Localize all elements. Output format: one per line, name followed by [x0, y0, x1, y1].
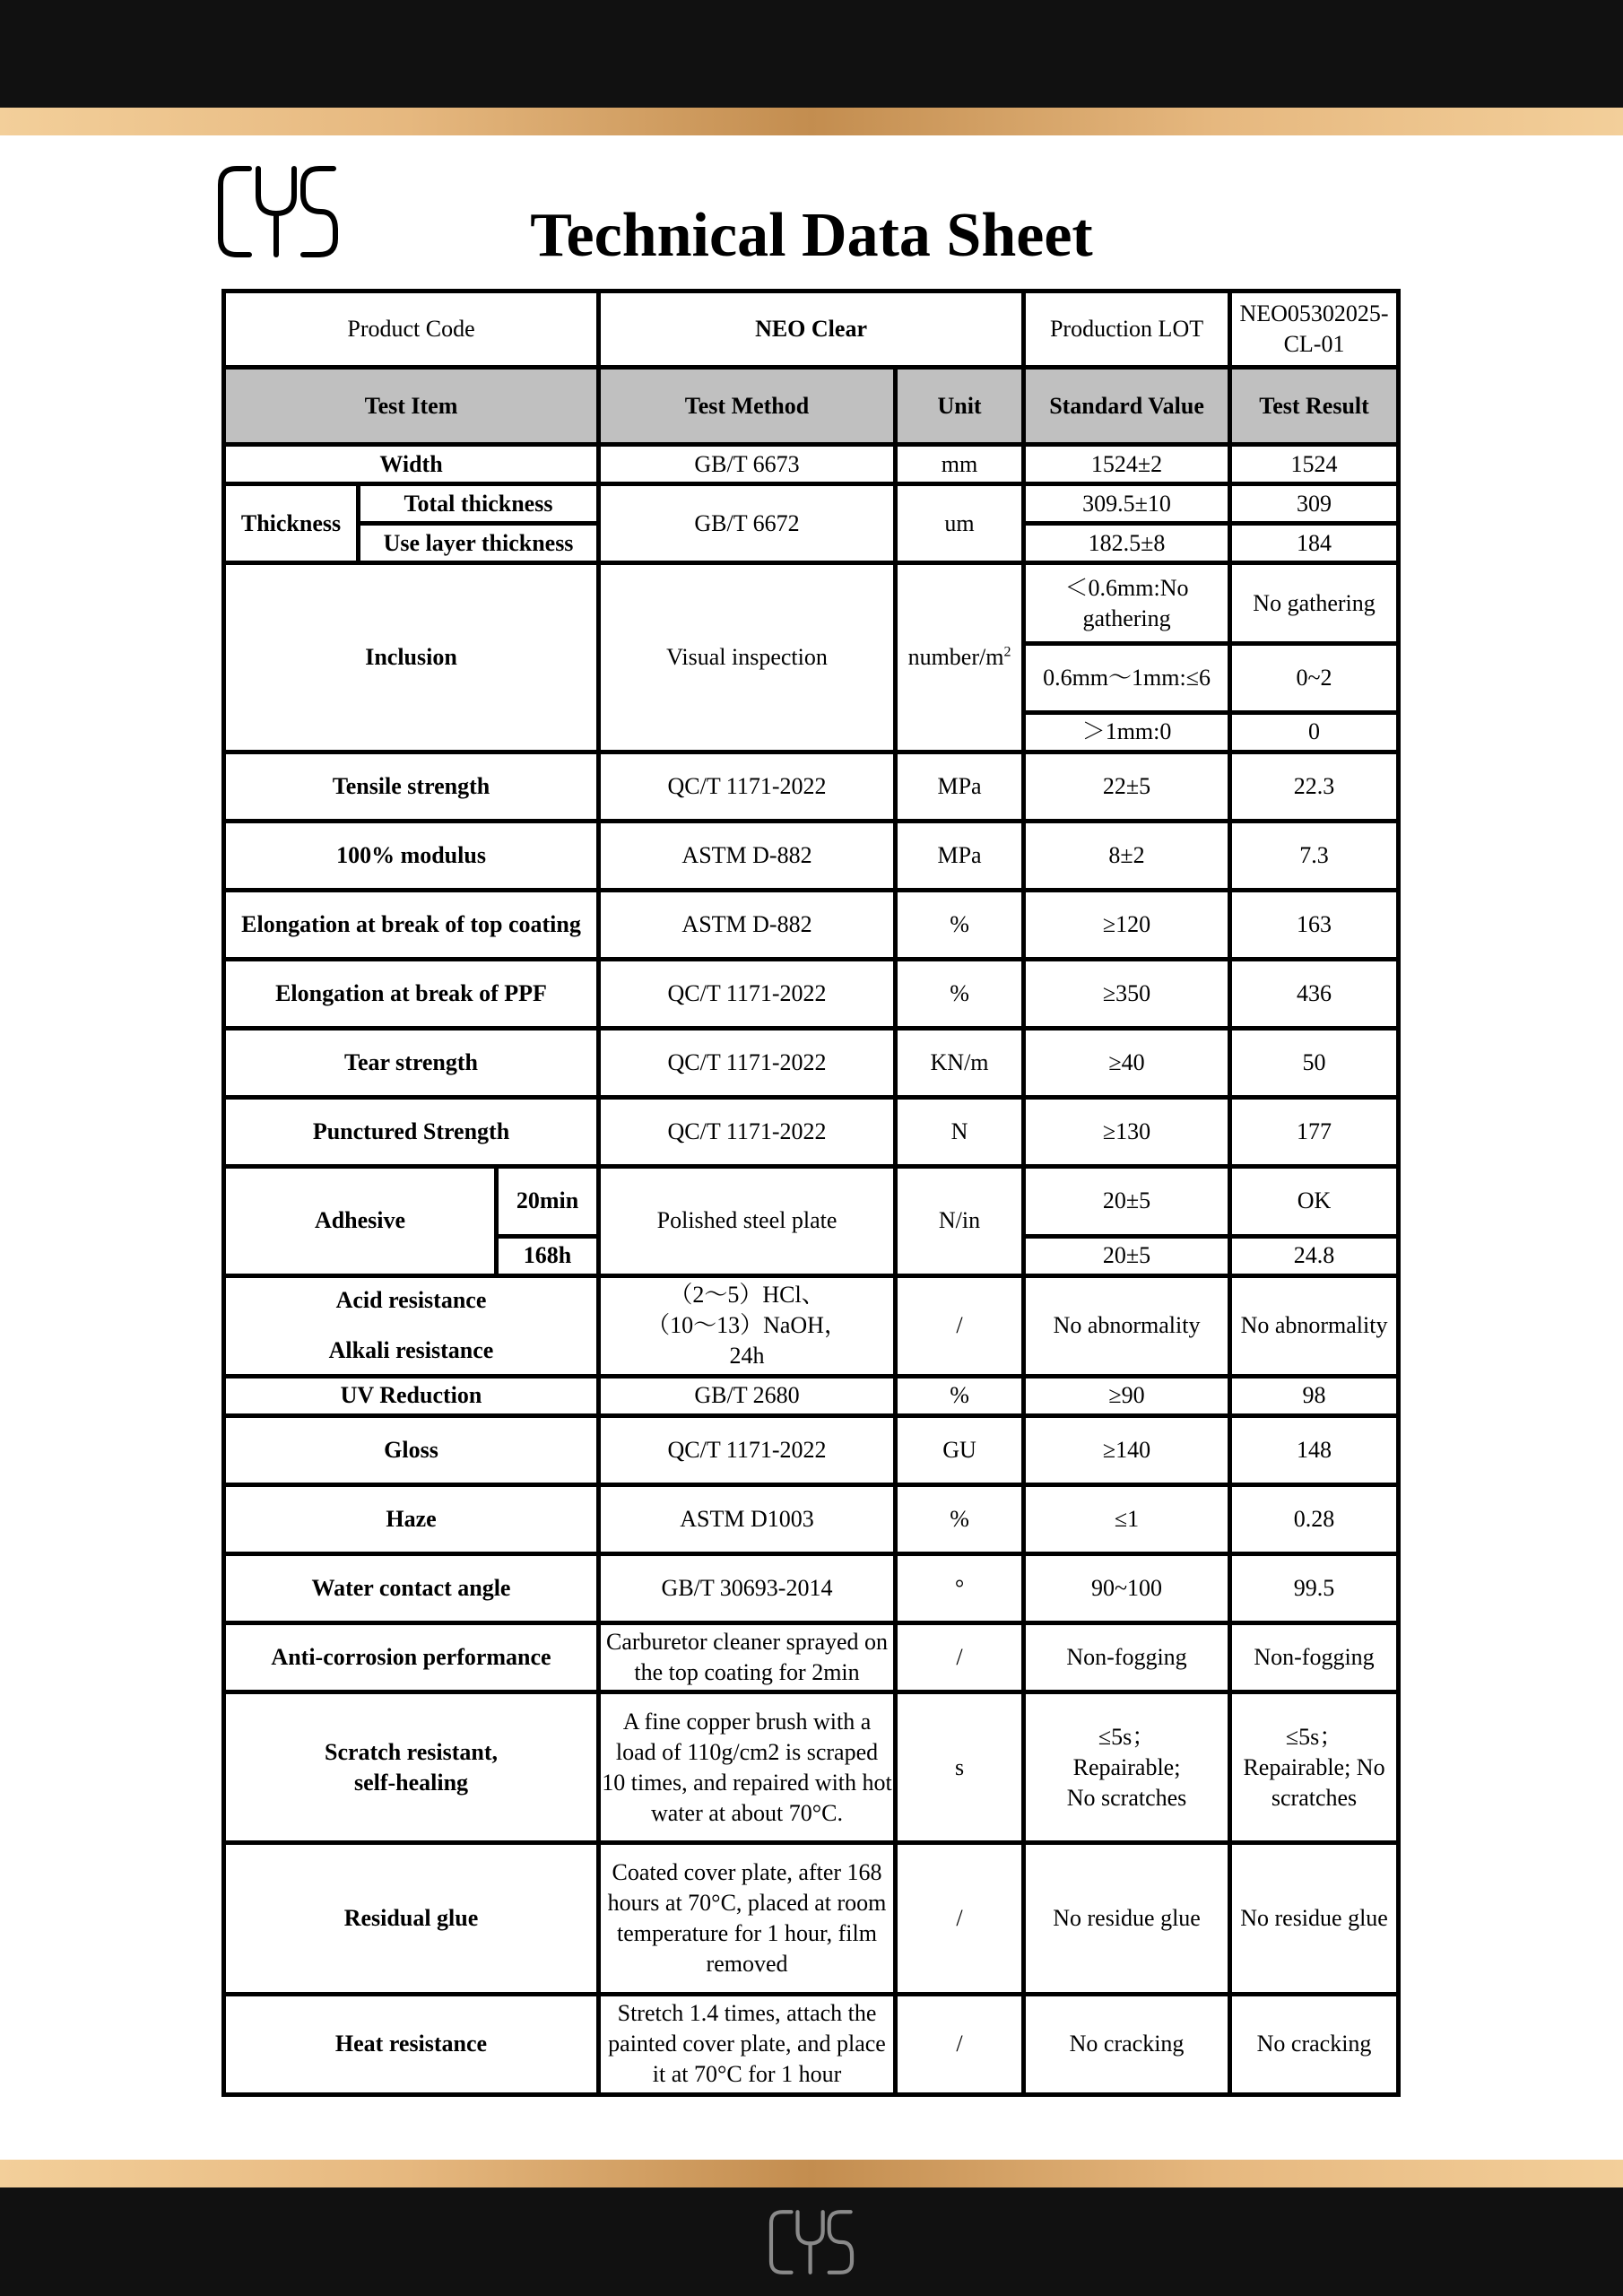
table-row: Use layer thickness 182.5±8 184	[224, 524, 1399, 563]
table-row: Residual glue Coated cover plate, after 168 hours at 70°C, placed at room temperature for 1 hour, film removed / No residue glue No residue glue	[224, 1843, 1399, 1994]
col-test-method: Test Method	[599, 368, 896, 445]
product-name: NEO Clear	[599, 291, 1024, 368]
table-row: Tensile strength QC/T 1171-2022 MPa 22±5 22.3	[224, 752, 1399, 821]
table-row: 100% modulus ASTM D-882 MPa 8±2 7.3	[224, 821, 1399, 890]
table-row: 168h 20±5 24.8	[224, 1236, 1399, 1275]
product-header-row	[224, 291, 1399, 368]
table-row: Inclusion Visual inspection number/$m^2$ ＜0.6mm:No gathering No gathering	[224, 563, 1399, 643]
production-lot-value: NEO05302025-CL-01	[1230, 291, 1399, 368]
cys-logo-icon	[215, 163, 341, 260]
table-row: Anti-corrosion performance Carburetor cleaner sprayed on the top coating for 2min / Non-fogging Non-fogging	[224, 1623, 1399, 1692]
bottom-gold-stripe	[0, 2160, 1623, 2187]
table-row: Water contact angle GB/T 30693-2014 ° 90~100 99.5	[224, 1554, 1399, 1623]
table-row: Tear strength QC/T 1171-2022 KN/m ≥40 50	[224, 1029, 1399, 1098]
table-row: Haze ASTM D1003 % ≤1 0.28	[224, 1484, 1399, 1553]
table-row: Gloss QC/T 1171-2022 GU ≥140 148	[224, 1415, 1399, 1484]
table-row: Width GB/T 6673 mm 1524±2 1524	[224, 445, 1399, 484]
technical-data-table	[221, 289, 1401, 2097]
table-row: 0.6mm～1mm:≤6 0~2	[224, 643, 1399, 712]
col-test-result: Test Result	[1230, 368, 1399, 445]
table-row: Thickness Total thickness GB/T 6672 um 309.5±10 309	[224, 484, 1399, 524]
production-lot-label: Production LOT	[1024, 291, 1230, 368]
col-unit: Unit	[896, 368, 1024, 445]
product-code-label: Product Code	[224, 291, 599, 368]
inclusion-unit: number/$m^2$	[896, 563, 1024, 752]
cys-logo-footer-icon	[767, 2208, 856, 2276]
table-row: Elongation at break of top coating ASTM D-882 % ≥120 163	[224, 890, 1399, 959]
table-row: Heat resistance Stretch 1.4 times, attach the painted cover plate, and place it at 70°C for 1 hour / No cracking No cracking	[224, 1994, 1399, 2094]
top-gold-stripe	[0, 108, 1623, 135]
table-row: Scratch resistant, self-healing A fine copper brush with a load of 110g/cm2 is scraped 10 times, and repaired with hot water at about 70°C. s ≤5s； Repairable; No scratches ≤5s； Repairable; No scratches	[224, 1692, 1399, 1843]
top-black-band	[0, 0, 1623, 108]
col-test-item: Test Item	[224, 368, 599, 445]
table-row: ＞1mm:0 0	[224, 712, 1399, 752]
table-row: UV Reduction GB/T 2680 % ≥90 98	[224, 1376, 1399, 1415]
page-title: Technical Data Sheet	[530, 201, 1093, 270]
table-row: Elongation at break of PPF QC/T 1171-2022 % ≥350 436	[224, 960, 1399, 1029]
table-row: Acid resistance Alkali resistance （2～5）HCl、 （10～13）NaOH， 24h / No abnormality No abnormality	[224, 1275, 1399, 1376]
table-row: Punctured Strength QC/T 1171-2022 N ≥130 177	[224, 1098, 1399, 1167]
column-header-row	[224, 368, 1399, 445]
col-standard-value: Standard Value	[1024, 368, 1230, 445]
table-row: Adhesive 20min Polished steel plate N/in 20±5 OK	[224, 1167, 1399, 1236]
